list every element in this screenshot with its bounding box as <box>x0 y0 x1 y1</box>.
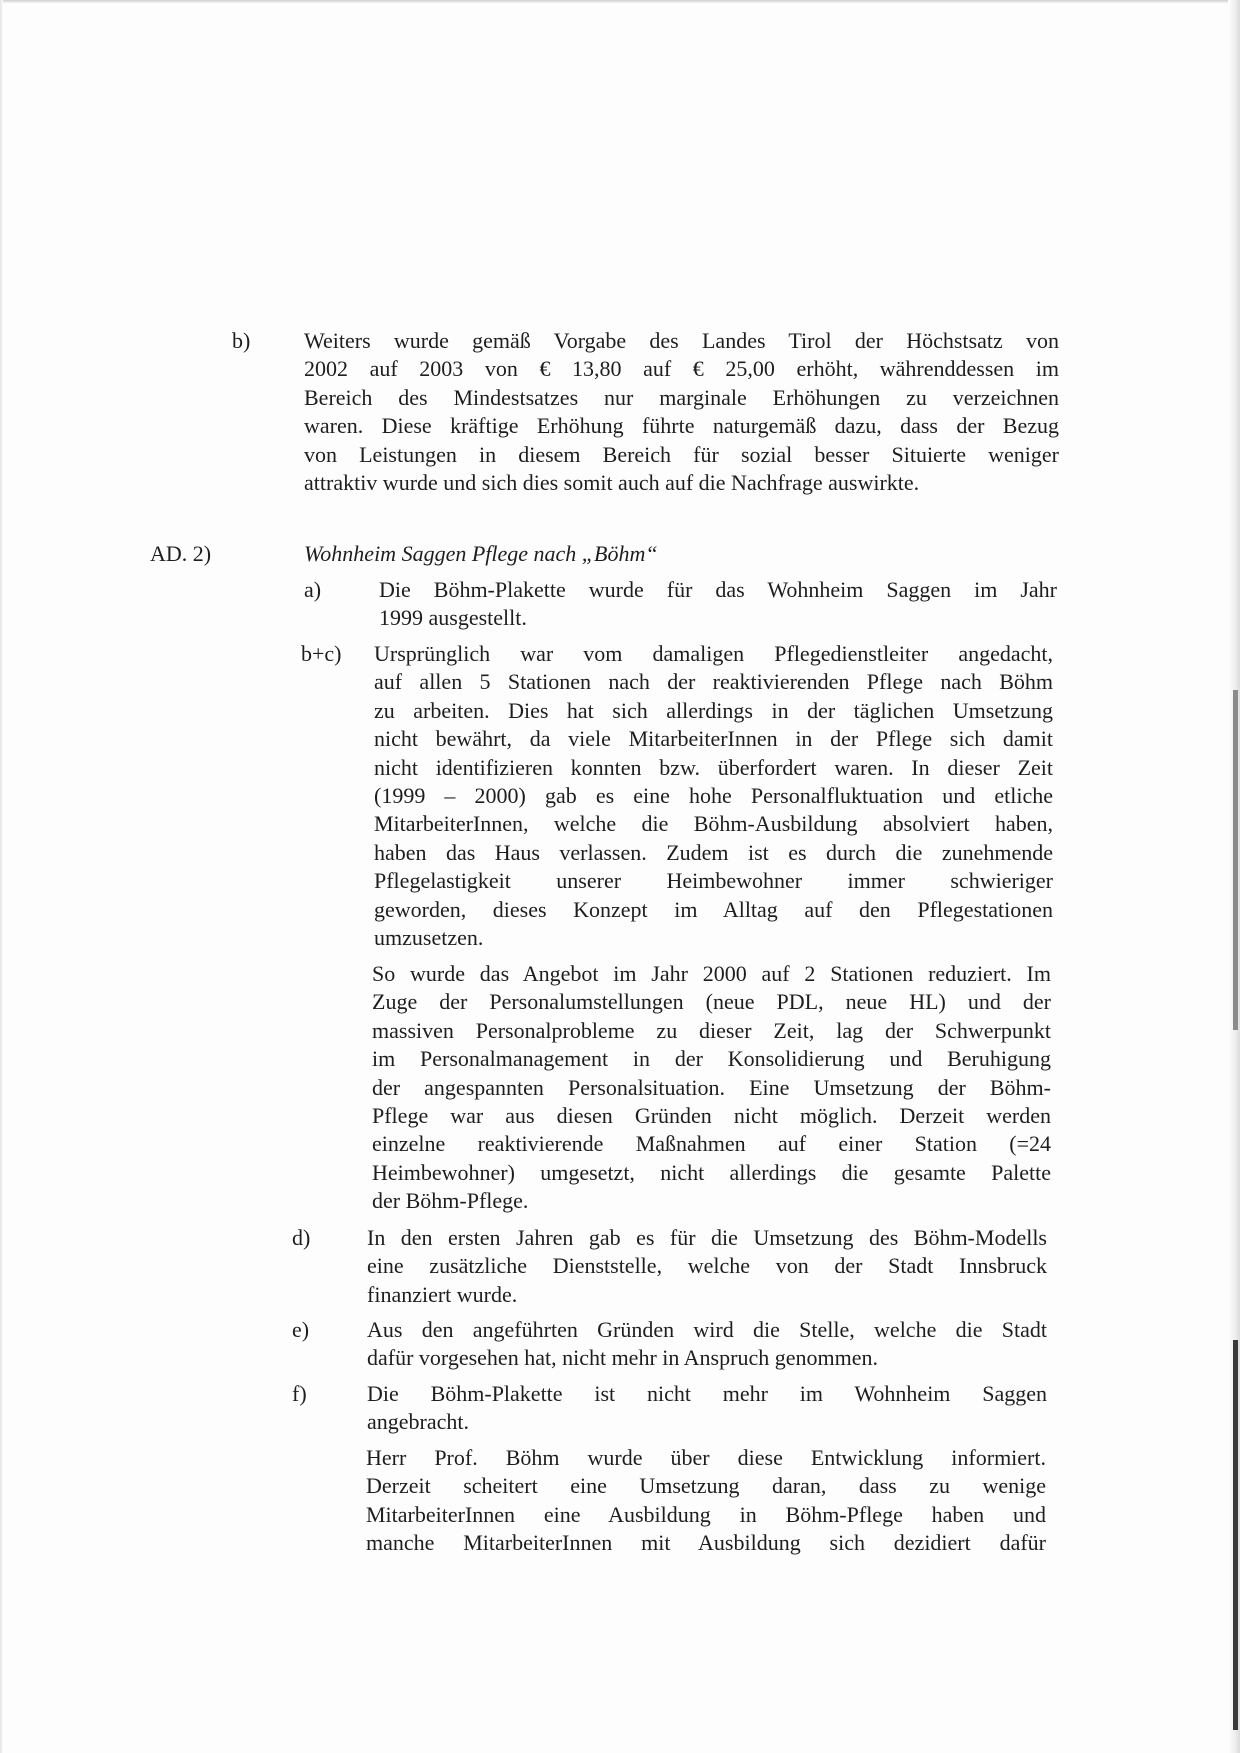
text-line: dafür vorgesehen hat, nicht mehr in Anspruch genommen. <box>367 1345 878 1371</box>
text-line: im Personalmanagement in der Konsolidierung und Beruhigung <box>372 1046 1051 1072</box>
text-line: Herr Prof. Böhm wurde über diese Entwicklung informiert. <box>366 1445 1046 1470</box>
paragraph-item-bc <box>374 640 1053 952</box>
section-marker-ad2: AD. 2) <box>150 541 212 566</box>
paragraph-item-bc-continued <box>372 960 1051 1216</box>
text-line: nicht bewährt, da viele MitarbeiterInnen in der Pflege sich damit <box>374 726 1053 752</box>
text-line: Die Böhm-Plakette ist nicht mehr im Wohnheim Saggen <box>367 1381 1047 1406</box>
paragraph-item-f <box>367 1380 1047 1437</box>
item-marker-bc: b+c) <box>301 641 342 666</box>
text-line: einzelne reaktivierende Maßnahmen auf einer Station (=24 <box>372 1131 1051 1157</box>
scan-edge-shadow <box>1233 1340 1238 1730</box>
text-line: Aus den angeführten Gründen wird die Stelle, welche die Stadt <box>367 1317 1047 1342</box>
scan-edge-top <box>0 0 1240 3</box>
text-line: (1999 – 2000) gab es eine hohe Personalfluktuation und etliche <box>374 783 1053 809</box>
text-line: zu arbeiten. Dies hat sich allerdings in der täglichen Umsetzung <box>374 697 1053 723</box>
text-line: In den ersten Jahren gab es für die Umsetzung des Böhm-Modells <box>367 1225 1047 1250</box>
paragraph-item-f-continued <box>366 1444 1046 1558</box>
text-line: MitarbeiterInnen eine Ausbildung in Böhm-Pflege haben und <box>366 1501 1046 1527</box>
text-line: Weiters wurde gemäß Vorgabe des Landes Tirol der Höchstsatz von <box>304 328 1059 353</box>
text-line: 2002 auf 2003 von € 13,80 auf € 25,00 erhöht, währenddessen im <box>304 356 1059 382</box>
text-line: Ursprünglich war vom damaligen Pflegedienstleiter angedacht, <box>374 641 1053 666</box>
item-marker-f: f) <box>292 1381 307 1406</box>
text-line: geworden, dieses Konzept im Alltag auf den Pflegestationen <box>374 896 1053 922</box>
scan-edge-left <box>0 0 3 1753</box>
item-marker-b: b) <box>232 328 251 353</box>
text-line: Pflegelastigkeit unserer Heimbewohner immer schwieriger <box>374 868 1053 894</box>
paragraph-section-b <box>304 327 1059 497</box>
text-line: Bereich des Mindestsatzes nur marginale Erhöhungen zu verzeichnen <box>304 384 1059 410</box>
text-line: Heimbewohner) umgesetzt, nicht allerdings die gesamte Palette <box>372 1159 1051 1185</box>
text-line: Die Böhm-Plakette wurde für das Wohnheim Saggen im Jahr <box>379 577 1057 602</box>
text-line: MitarbeiterInnen, welche die Böhm-Ausbildung absolviert haben, <box>374 811 1053 837</box>
text-line: nicht identifizieren konnten bzw. überfordert waren. In dieser Zeit <box>374 754 1053 780</box>
text-line: angebracht. <box>367 1409 469 1435</box>
text-line: der angespannten Personalsituation. Eine Umsetzung der Böhm- <box>372 1074 1051 1100</box>
item-marker-d: d) <box>292 1225 311 1250</box>
text-line: waren. Diese kräftige Erhöhung führte naturgemäß dazu, dass der Bezug <box>304 413 1059 439</box>
paragraph-item-e <box>367 1316 1047 1373</box>
text-line: So wurde das Angebot im Jahr 2000 auf 2 Stationen reduziert. Im <box>372 961 1051 986</box>
text-line: finanziert wurde. <box>367 1281 518 1307</box>
section-heading: Wohnheim Saggen Pflege nach „Böhm“ <box>304 541 658 566</box>
paragraph-item-a <box>379 576 1057 633</box>
text-line: haben das Haus verlassen. Zudem ist es durch die zunehmende <box>374 839 1053 865</box>
scan-edge-shadow <box>1233 690 1238 1030</box>
text-line: Pflege war aus diesen Gründen nicht möglich. Derzeit werden <box>372 1103 1051 1129</box>
item-marker-e: e) <box>292 1317 310 1342</box>
text-line: der Böhm-Pflege. <box>372 1188 529 1214</box>
text-line: umzusetzen. <box>374 925 484 951</box>
item-marker-a: a) <box>304 577 322 602</box>
paragraph-item-d <box>367 1224 1047 1309</box>
text-line: attraktiv wurde und sich dies somit auch auf die Nachfrage auswirkte. <box>304 470 920 496</box>
text-line: eine zusätzliche Dienststelle, welche von der Stadt Innsbruck <box>367 1253 1047 1279</box>
text-line: Derzeit scheitert eine Umsetzung daran, dass zu wenige <box>366 1473 1046 1499</box>
text-line: von Leistungen in diesem Bereich für sozial besser Situierte weniger <box>304 441 1059 467</box>
text-line: auf allen 5 Stationen nach der reaktivierenden Pflege nach Böhm <box>374 669 1053 695</box>
text-line: 1999 ausgestellt. <box>379 605 527 631</box>
text-line: manche MitarbeiterInnen mit Ausbildung sich dezidiert dafür <box>366 1530 1046 1556</box>
text-line: Zuge der Personalumstellungen (neue PDL, neue HL) und der <box>372 989 1051 1015</box>
text-line: massiven Personalprobleme zu dieser Zeit, lag der Schwerpunkt <box>372 1017 1051 1043</box>
